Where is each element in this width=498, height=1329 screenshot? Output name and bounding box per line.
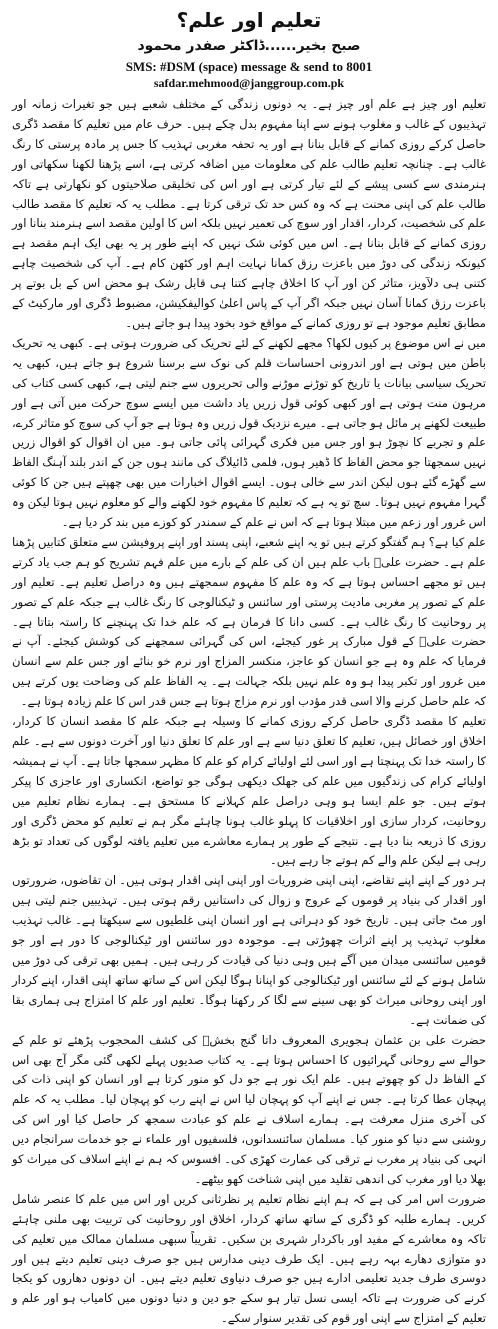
article-paragraph: تعلیم کا مقصد ڈگری حاصل کرکے روزی کمانے کا وسیلہ ہے جبکہ علم کا مقصد انسان کا کردار، اخلاق اور خصائل ہیں، تعلیم کا تعلق دنیا سے ہے اور علم کا تعلق دنیا اور آخرت دونوں سے ہے۔ علم کا راستہ خدا تک پہنچتا ہے اور اسی لئے اولیائے کرام کو علم کا مظہر سمجھا جاتا ہے۔ آپ نے ہمیشہ اولیائے کرام کی زندگیوں میں علم کی جھلک دیکھی ہوگی جو تواضع، انکساری اور عاجزی کا پیکر ہوتے ہیں۔ جو علم ایسا ہو وہی دراصل علم کہلانے کا مستحق ہے۔ ہمارے نظام تعلیم میں روحانیت، کردار سازی اور اخلاقیات کا پہلو غالب ہونا چاہئے مگر ہم نے تعلیم کو محض ڈگری اور روزی کا ذریعہ بنا دیا ہے۔ نتیجے کے طور پر ہمارے معاشرے میں تعلیم یافتہ لوگوں کی تعداد تو بڑھ رہی ہے لیکن علم والے کم ہوتے جا رہے ہیں۔ (12, 714, 486, 868)
article-header (12, 6, 486, 91)
article-paragraph: علم کیا ہے؟ ہم گفتگو کرتے ہیں تو یہ اپنے شعبے، اپنی پسند اور اپنے پروفیشن سے متعلق کتابیں پڑھنا علم ہے۔ حضرت علیؓ باب علم ہیں ان کی علم کے بارے میں علم فہم تشریح کو ہم جب یاد کرتے ہیں تو مجھے احساس ہوتا ہے کہ وہ علم کا مفہوم سمجھتے ہیں وہ دراصل تعلیم ہے۔ تعلیم اور علم کے تصور پر مغربی مادیت پرستی اور سائنس و ٹیکنالوجی کا رنگ غالب ہے جبکہ علم کے تصور پر روحانیت کا رنگ غالب ہے۔ کسی دانا کا فرمان ہے کہ علم خدا تک پہنچنے کا راستہ بتاتا ہے۔ حضرت علیؓ کے قول مبارک پر غور کیجئے، اس کی گہرائی سمجھنے کی کوشش کیجئے۔ آپ نے فرمایا کہ علم وہ ہے جو انسان کو عاجز، منکسر المزاج اور نرم خو بنائے اور جس علم سے انسان میں غرور اور تکبر پیدا ہو وہ علم نہیں بلکہ جہالت ہے۔ یہ الفاظ علم کی وضاحت یوں کرتے ہیں کہ علم حاصل کرنے والا اسی قدر مؤدب اور نرم مزاج ہوتا ہے جس قدر اس کا علم زیادہ ہوتا ہے۔ (12, 534, 486, 709)
article-paragraph: ضرورت اس امر کی ہے کہ ہم اپنے نظام تعلیم پر نظرثانی کریں اور اس میں علم کا عنصر شامل کریں۔ ہمارے طلبہ کو ڈگری کے ساتھ ساتھ کردار، اخلاق اور روحانیت کی تربیت بھی ملنی چاہئے تاکہ وہ معاشرے کے مفید اور باکردار شہری بن سکیں۔ تقریباً سبھی مسلمان ممالک میں تعلیم کی دو متوازی دھارے بہہ رہے ہیں۔ ایک طرف دینی مدارس ہیں جو صرف دینی تعلیم دیتے ہیں اور دوسری طرف جدید تعلیمی ادارے ہیں جو صرف دنیاوی تعلیم دیتے ہیں۔ ان دونوں دھاروں کو یکجا کرنے کی ضرورت ہے تاکہ ایسی نسل تیار ہو سکے جو دین و دنیا دونوں میں کامیاب ہو اور علم و تعلیم کے امتزاج سے اپنی اور قوم کی تقدیر سنوار سکے۔ (12, 1191, 486, 1326)
article-body (12, 95, 486, 1329)
article-byline: صبح بخیر......ڈاکٹر صفدر محمود (137, 38, 361, 54)
article-paragraph: میں نے اس موضوع پر کیوں لکھا؟ مجھے لکھنے کے لئے تحریک کی ضرورت ہوتی ہے۔ کبھی یہ تحریک باطن میں ہوتی ہے اور اندرونی احساسات قلم کی نوک سے برسنا شروع ہو جاتے ہیں، کبھی یہ تحریک سیاسی بیانات یا تاریخ کو توڑنے موڑنے والی تحریروں سے جنم لیتی ہے، کبھی کسی کتاب کی مرہون منت ہوتی ہے اور کبھی کوئی قول زریں یاد داشت میں ایسے سوچ حرکت میں آتی ہے اور طبیعت لکھنے پر مائل ہو جاتی ہے۔ میرے نزدیک قول زریں وہ ہوتا ہے جو آپ کی سوچ کو متاثر کرے، علم و تجربے کا نچوڑ ہو اور جس میں فکری گہرائی پائی جاتی ہو۔ میں ان اقوال کو اقوال زریں نہیں سمجھتا جو محض الفاظ کا ڈھیر ہوں، فلمی ڈائیلاگ کی مانند ہوں جن کے اندر بلند آہنگ الفاظ سے گھڑے گئے ہوں لیکن اندر سے خالی ہوں۔ ایسے اقوال اخبارات میں بھی چھپتے ہیں جن کا کوئی گہرا مفہوم نہیں ہوتا۔ سچ تو یہ ہے کہ تعلیم کا مفہوم خود لکھنے والے کو معلوم نہیں ہوتا لیکن وہ اس غرور اور زعم میں مبتلا ہوتا ہے کہ اس نے علم کے سمندر کو کوزے میں بند کر دیا ہے۔ (12, 335, 486, 530)
article-paragraph: حضرت علی بن عثمان ہجویری المعروف داتا گنج بخشؒ کی کشف المحجوب پڑھئے تو علم کے حوالے سے روحانی گہرائیوں کا احساس ہوتا ہے۔ یہ کتاب صدیوں پہلے لکھی گئی مگر آج بھی اس کے الفاظ دل کو چھوتے ہیں۔ علم ایک نور ہے جو دل کو منور کرتا ہے اور انسان کو اپنی ذات کی پہچان عطا کرتا ہے۔ جس نے اپنے آپ کو پہچان لیا اس نے اپنے رب کو پہچان لیا۔ مطلب یہ کہ علم کی آخری منزل معرفت ہے۔ ہمارے اسلاف نے علم کو عبادت سمجھ کر حاصل کیا اور اس کی روشنی سے دنیا کو منور کیا۔ مسلمان سائنسدانوں، فلسفیوں اور علماء نے جو خدمات سرانجام دیں انہی کی بنیاد پر مغرب نے ترقی کی عمارت کھڑی کی۔ افسوس کہ ہم نے اپنے اسلاف کی میراث کو بھلا دیا اور مغرب کی اندھی تقلید میں اپنی شناخت کھو بیٹھے۔ (12, 1032, 486, 1186)
article-paragraph: ہر دور کے اپنے اپنے تقاضے، اپنی اپنی ضروریات اور اپنی اپنی اقدار ہوتی ہیں۔ ان تقاضوں، ضرورتوں اور اقدار کی بنیاد پر قوموں کے عروج و زوال کی داستانیں رقم ہوتی ہیں۔ تہذیبیں جنم لیتی ہیں اور مٹ جاتی ہیں۔ تاریخ خود کو دہراتی ہے اور انسان اپنی غلطیوں سے سیکھتا ہے۔ غالب تہذیب مغلوب تہذیب پر اپنے اثرات چھوڑتی ہے۔ موجودہ دور سائنس اور ٹیکنالوجی کا دور ہے اور جو قومیں سائنسی میدان میں آگے ہیں وہی دنیا کی قیادت کر رہی ہیں۔ ہمیں بھی ترقی کی دوڑ میں شامل ہونے کے لئے سائنس اور ٹیکنالوجی کو اپنانا ہوگا لیکن اس کے ساتھ ساتھ اپنی اقدار، اپنے کردار اور اپنی روحانی میراث کو بھی سینے سے لگا کر رکھنا ہوگا۔ تعلیم اور علم کا امتزاج ہی ہماری بقا کی ضمانت ہے۔ (12, 873, 486, 1027)
sms-instruction: SMS: #DSM (space) message & send to 8001 (125, 59, 373, 74)
author-email: safdar.mehmood@janggroup.com.pk (153, 76, 345, 90)
article-paragraph: تعلیم اور چیز ہے علم اور چیز ہے۔ یہ دونوں زندگی کے مختلف شعبے ہیں جو تغیرات زمانہ اور تہذیبوں کے غالب و مغلوب ہونے سے اپنا مفہوم بدل چکے ہیں۔ حرف عام میں تعلیم کا مقصد ڈگری حاصل کرکے روزی کمانے کے قابل بنانا ہے اور یہ تحفہ مغربی تہذیب کا جس پر مادہ پرستی کا رنگ غالب ہے۔ چنانچہ تعلیم طالب علم کی معلومات میں اضافہ کرتی ہے، اسے پڑھنا لکھنا سکھاتی اور ہنرمندی سے کسی پیشے کے لئے تیار کرتی ہے اور اس کی تخلیقی صلاحیتوں کو نکھارتی ہے تاکہ طالب علم کی اپنی محنت ہے کہ وہ کس حد تک ترقی کرتا ہے۔ مطلب یہ کہ تعلیم کا مقصد طالب علم کی شخصیت، کردار، اقدار اور سوچ کی تعمیر نہیں بلکہ اس کا اولین مقصد اسے ہنرمند بنانا اور روزی کمانے کے قابل بنانا ہے۔ اس میں کوئی شک نہیں کہ اپنے طور پر یہ بھی ایک اہم مقصد ہے کیونکہ زندگی کی دوڑ میں باعزت رزق کمانا نہایت اہم اور کٹھن کام ہے۔ آپ کی شخصیت چاہے کتنی ہی دلآویز، متاثر کن اور آپ کا اخلاق چاہے کتنا ہی قابل رشک ہو محض اس کے بل بوتے پر باعزت رزق کمانا آسان نہیں جبکہ اگر آپ کے پاس اعلیٰ کوالیفکیشن، مضبوط ڈگری اور مارکیٹ کے مطابق تعلیم موجود ہے تو روزی کمانے کے مواقع خود بخود پیدا ہو جاتے ہیں۔ (12, 97, 486, 330)
article-title: تعلیم اور علم؟ (176, 8, 322, 32)
